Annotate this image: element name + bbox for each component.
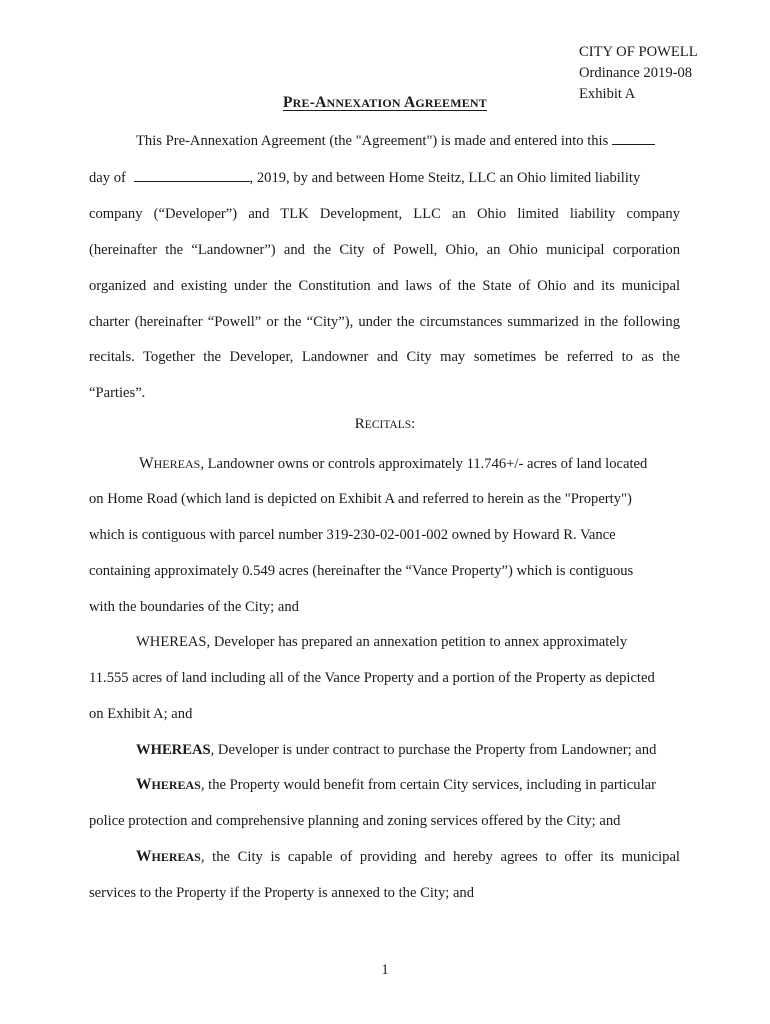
intro-line-7: recitals. Together the Developer, Landowner and City may sometimes be referred to as the — [89, 349, 680, 365]
whereas-1-line-3: which is contiguous with parcel number 319-230-02-001-002 owned by Howard R. Vance — [89, 527, 616, 543]
whereas-1-line-4: containing approximately 0.549 acres (hereinafter the “Vance Property”) which is contiguous — [89, 563, 634, 579]
whereas-5-line-1: WHEREAS, the City is capable of providing and hereby agrees to offer its municipal — [136, 848, 680, 865]
whereas-1-line-2: on Home Road (which land is depicted on Exhibit A and referred to herein as the "Property") — [89, 491, 632, 507]
intro-line-1: This Pre-Annexation Agreement (the "Agreement") is made and entered into this — [136, 131, 680, 151]
intro-line-2: day of , 2019, by and between Home Steitz, LLC an Ohio limited liability — [89, 170, 641, 186]
whereas-1-line-1: WHEREAS, Landowner owns or controls approximately 11.746+/- acres of land located — [139, 455, 648, 472]
header-ordinance: Ordinance 2019-08 — [579, 65, 693, 81]
month-blank — [134, 168, 250, 182]
title-small-re: RE — [292, 96, 310, 110]
recitals-heading: RECITALS: — [354, 416, 416, 432]
whereas-4-line-2: police protection and comprehensive planning and zoning services offered by the City; and — [89, 813, 621, 829]
whereas-5-line-2: services to the Property if the Property is annexed to the City; and — [89, 885, 475, 901]
title-initial-a2: A — [400, 94, 416, 111]
title-initial-p: P — [282, 94, 293, 111]
intro-line-4: (hereinafter the “Landowner”) and the City of Powell, Ohio, an Ohio municipal corporation — [89, 242, 680, 258]
intro-line-5: organized and existing under the Constitution and laws of the State of Ohio and its municipal — [89, 278, 680, 294]
document-title — [0, 94, 770, 112]
header-exhibit: Exhibit A — [579, 86, 636, 102]
intro-line-8: “Parties”. — [89, 385, 146, 401]
title-small-greement: GREEMENT — [415, 96, 487, 110]
whereas-4-line-1: WHEREAS, the Property would benefit from certain City services, including in particular — [136, 776, 656, 793]
title-initial-a: -A — [309, 94, 327, 111]
day-blank — [612, 131, 655, 145]
whereas-2-line-1: WHEREAS, Developer has prepared an annexation petition to annex approximately — [136, 634, 628, 650]
page-number: 1 — [381, 962, 389, 978]
intro-line-3: company (“Developer”) and TLK Development, LLC an Ohio limited liability company — [89, 206, 680, 222]
intro-line-6: charter (hereinafter “Powell” or the “City”), under the circumstances summarized in the following — [89, 314, 680, 330]
header-city: CITY OF POWELL — [579, 44, 698, 60]
whereas-2-line-3: on Exhibit A; and — [89, 706, 193, 722]
whereas-3-line-1: WHEREAS, Developer is under contract to purchase the Property from Landowner; and — [136, 742, 657, 758]
title-small-nnexation: NNEXATION — [326, 96, 401, 110]
whereas-1-line-5: with the boundaries of the City; and — [89, 599, 299, 615]
whereas-2-line-2: 11.555 acres of land including all of the Vance Property and a portion of the Property as depicted — [89, 670, 655, 686]
